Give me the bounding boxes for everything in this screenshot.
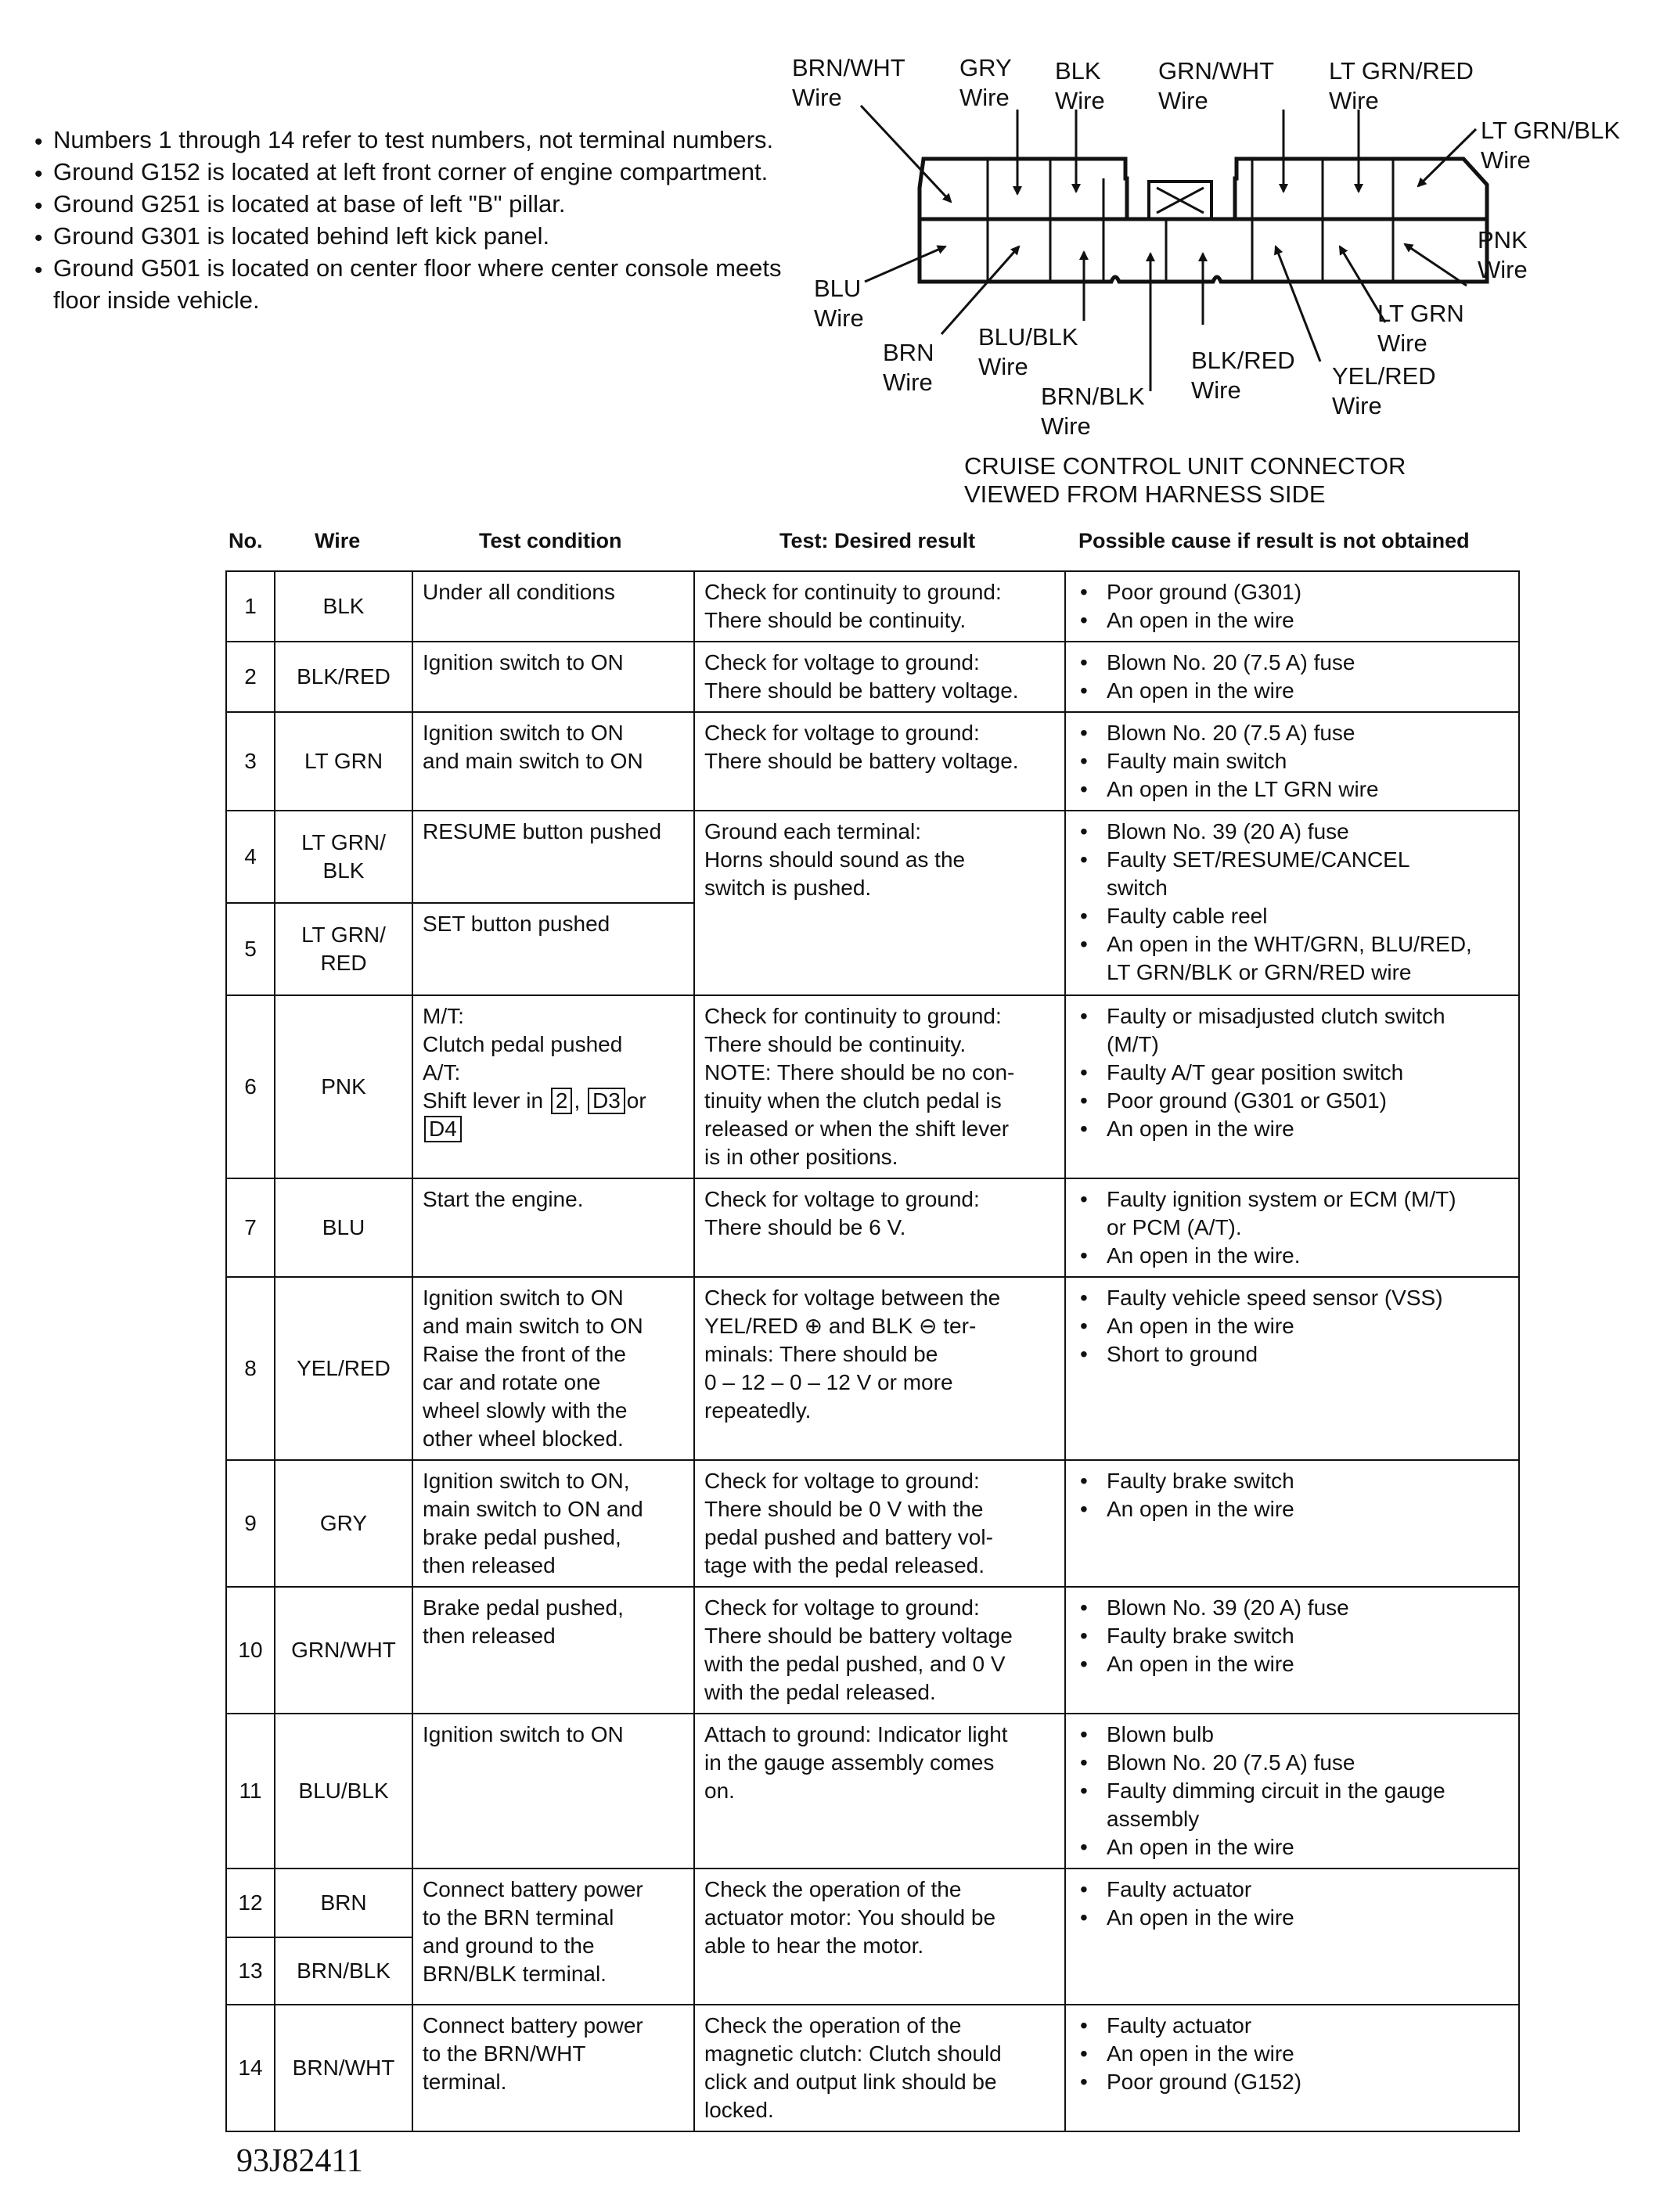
test-number: 3 <box>226 712 275 811</box>
wire-color: BLK <box>275 571 412 642</box>
cause-item: • An open in the WHT/GRN, BLU/RED, LT GRN/BLK or GRN/RED wire <box>1075 930 1509 987</box>
wire-color: BRN/WHT <box>275 2005 412 2131</box>
cause-item: • An open in the wire. <box>1075 1242 1509 1270</box>
note-item: • Ground G152 is located at left front corner of engine compartment. <box>38 156 805 188</box>
table-row <box>226 642 1519 712</box>
table-row <box>226 2005 1519 2131</box>
table-row <box>226 811 1519 903</box>
header-wire: Wire <box>315 529 361 552</box>
cause-item: • Faulty actuator <box>1075 1876 1509 1904</box>
cause-item: • Blown No. 39 (20 A) fuse <box>1075 1594 1509 1622</box>
figure-code: 93J82411 <box>236 2143 363 2179</box>
table-row <box>226 571 1519 642</box>
wire-color: LT GRN/ RED <box>275 903 412 995</box>
cause-item: • Faulty brake switch <box>1075 1622 1509 1650</box>
note-item: • Ground G501 is located on center floor where center console meets floor inside vehicle. <box>38 252 805 316</box>
cause-item: • An open in the wire <box>1075 1312 1509 1340</box>
note-item: • Ground G251 is located at base of left "B" pillar. <box>38 188 805 220</box>
test-number: 9 <box>226 1460 275 1587</box>
shift-or: or <box>626 1088 646 1113</box>
desired-result: Check for voltage to ground: There should be 0 V with the pedal pushed and battery vol- tage with the pedal released. <box>694 1460 1065 1587</box>
desired-result: Check for voltage to ground: There should be battery voltage. <box>694 642 1065 712</box>
cause-item: • An open in the wire <box>1075 1495 1509 1523</box>
diagram-caption: CRUISE CONTROL UNIT CONNECTOR VIEWED FROM HARNESS SIDE <box>964 452 1406 508</box>
desired-result: Ground each terminal: Horns should sound as the switch is pushed. <box>694 811 1065 995</box>
possible-causes <box>1065 2005 1519 2131</box>
cause-item: • An open in the wire <box>1075 2040 1509 2068</box>
wire-color: BRN/BLK <box>275 1937 412 2005</box>
label-brn-blk: BRN/BLK Wire <box>1041 383 1145 440</box>
table-row <box>226 1460 1519 1587</box>
table-row <box>226 1869 1519 1937</box>
wire-color: LT GRN <box>275 712 412 811</box>
notes-list <box>38 124 805 316</box>
possible-causes <box>1065 1178 1519 1277</box>
header-result: Test: Desired result <box>779 529 976 552</box>
shift-prefix: Shift lever in <box>423 1088 544 1113</box>
possible-causes <box>1065 1460 1519 1587</box>
wire-color: YEL/RED <box>275 1277 412 1460</box>
desired-result: Check for voltage between the YEL/RED ⊕ and BLK ⊖ ter- minals: There should be 0 – 12 – 0 – 12 V or more repeatedly. <box>694 1277 1065 1460</box>
test-number: 7 <box>226 1178 275 1277</box>
desired-result: Check for continuity to ground: There should be continuity. NOTE: There should be no con- tinuity when the clutch pedal is released or when the shift lever is in other positions. <box>694 995 1065 1178</box>
shift-lever-line <box>423 1087 684 1115</box>
desired-result: Check the operation of the actuator motor: You should be able to hear the motor. <box>694 1869 1065 2005</box>
desired-result: Check for voltage to ground: There should be battery voltage with the pedal pushed, and 0 V with the pedal released. <box>694 1587 1065 1714</box>
desired-result: Check for voltage to ground: There should be battery voltage. <box>694 712 1065 811</box>
test-number: 8 <box>226 1277 275 1460</box>
label-brn: BRN Wire <box>883 339 934 396</box>
gear-d4-key: D4 <box>424 1116 462 1142</box>
connector-diagram <box>783 47 1656 516</box>
test-condition: Under all conditions <box>412 571 694 642</box>
cause-item: • An open in the wire <box>1075 1833 1509 1861</box>
wire-color: PNK <box>275 995 412 1178</box>
cause-item: • Faulty main switch <box>1075 747 1509 775</box>
possible-causes <box>1065 811 1519 995</box>
cause-item: • Faulty brake switch <box>1075 1467 1509 1495</box>
test-number: 6 <box>226 995 275 1178</box>
cause-item: • Faulty cable reel <box>1075 902 1509 930</box>
cause-item: • Blown No. 20 (7.5 A) fuse <box>1075 1749 1509 1777</box>
label-blk: BLK Wire <box>1055 57 1105 114</box>
cause-item: • Blown No. 20 (7.5 A) fuse <box>1075 719 1509 747</box>
possible-causes <box>1065 1587 1519 1714</box>
test-condition: Ignition switch to ON <box>412 1714 694 1869</box>
label-lt-grn-red: LT GRN/RED Wire <box>1329 57 1474 114</box>
test-condition: Ignition switch to ON <box>412 642 694 712</box>
desired-result: Check the operation of the magnetic clutch: Clutch should click and output link should be locked. <box>694 2005 1065 2131</box>
cause-item: • Blown No. 20 (7.5 A) fuse <box>1075 649 1509 677</box>
test-condition: RESUME button pushed <box>412 811 694 903</box>
desired-result: Check for continuity to ground: There should be continuity. <box>694 571 1065 642</box>
note-item: • Ground G301 is located behind left kick panel. <box>38 220 805 252</box>
label-blk-red: BLK/RED Wire <box>1191 347 1295 404</box>
label-yel-red: YEL/RED Wire <box>1332 362 1436 419</box>
wire-color: GRY <box>275 1460 412 1587</box>
test-condition: Connect battery power to the BRN terminal and ground to the BRN/BLK terminal. <box>412 1869 694 2005</box>
gear-d3-key: D3 <box>588 1088 625 1114</box>
wire-color: GRN/WHT <box>275 1587 412 1714</box>
cause-item: • Short to ground <box>1075 1340 1509 1369</box>
cause-item: • Faulty or misadjusted clutch switch (M/T) <box>1075 1002 1509 1059</box>
wire-color: BLK/RED <box>275 642 412 712</box>
cause-item: • An open in the wire <box>1075 1650 1509 1678</box>
possible-causes <box>1065 1277 1519 1460</box>
condition-line: A/T: <box>423 1060 461 1084</box>
test-number: 10 <box>226 1587 275 1714</box>
cause-item: • Faulty actuator <box>1075 2012 1509 2040</box>
cause-item: • An open in the wire <box>1075 677 1509 705</box>
cause-item: • Faulty dimming circuit in the gauge assembly <box>1075 1777 1509 1833</box>
possible-causes <box>1065 571 1519 642</box>
label-blu-blk: BLU/BLK Wire <box>978 323 1078 380</box>
test-number: 12 <box>226 1869 275 1937</box>
test-condition: SET button pushed <box>412 903 694 995</box>
test-condition: Start the engine. <box>412 1178 694 1277</box>
possible-causes <box>1065 712 1519 811</box>
table-row <box>226 1277 1519 1460</box>
cause-item: • Blown No. 39 (20 A) fuse <box>1075 818 1509 846</box>
test-condition: Ignition switch to ON, main switch to ON and brake pedal pushed, then released <box>412 1460 694 1587</box>
test-number: 2 <box>226 642 275 712</box>
shift-separator: , <box>574 1088 581 1113</box>
test-condition <box>412 995 694 1178</box>
table-row <box>226 1587 1519 1714</box>
cause-item: • Faulty SET/RESUME/CANCEL switch <box>1075 846 1509 902</box>
cause-item: • Poor ground (G301) <box>1075 578 1509 606</box>
cause-item: • Poor ground (G301 or G501) <box>1075 1087 1509 1115</box>
wire-color: BLU/BLK <box>275 1714 412 1869</box>
cause-item: • An open in the LT GRN wire <box>1075 775 1509 804</box>
cause-item: • Faulty A/T gear position switch <box>1075 1059 1509 1087</box>
label-lt-grn: LT GRN Wire <box>1377 300 1464 357</box>
label-grn-wht: GRN/WHT Wire <box>1158 57 1275 114</box>
cause-item: • An open in the wire <box>1075 1904 1509 1932</box>
wire-color: BLU <box>275 1178 412 1277</box>
test-condition: Ignition switch to ON and main switch to ON <box>412 712 694 811</box>
cause-item: • Faulty ignition system or ECM (M/T) or PCM (A/T). <box>1075 1185 1509 1242</box>
possible-causes <box>1065 642 1519 712</box>
possible-causes <box>1065 995 1519 1178</box>
gear-2-key: 2 <box>551 1088 573 1114</box>
test-number: 13 <box>226 1937 275 2005</box>
condition-line: M/T: <box>423 1004 464 1028</box>
condition-line: Clutch pedal pushed <box>423 1032 623 1056</box>
header-condition: Test condition <box>479 529 622 552</box>
desired-result: Attach to ground: Indicator light in the gauge assembly comes on. <box>694 1714 1065 1869</box>
table-row <box>226 995 1519 1178</box>
test-condition: Brake pedal pushed, then released <box>412 1587 694 1714</box>
label-lt-grn-blk: LT GRN/BLK Wire <box>1481 117 1621 174</box>
test-number: 11 <box>226 1714 275 1869</box>
cause-item: • Faulty vehicle speed sensor (VSS) <box>1075 1284 1509 1312</box>
test-number: 14 <box>226 2005 275 2131</box>
label-gry: GRY Wire <box>959 54 1012 111</box>
label-brn-wht: BRN/WHT Wire <box>792 54 905 111</box>
cause-item: • Blown bulb <box>1075 1721 1509 1749</box>
header-no: No. <box>229 529 263 552</box>
cause-item: • Poor ground (G152) <box>1075 2068 1509 2096</box>
possible-causes <box>1065 1869 1519 2005</box>
note-item: • Numbers 1 through 14 refer to test numbers, not terminal numbers. <box>38 124 805 156</box>
table-row <box>226 712 1519 811</box>
test-number: 5 <box>226 903 275 995</box>
cause-item: • An open in the wire <box>1075 606 1509 635</box>
wire-color: BRN <box>275 1869 412 1937</box>
test-condition: Ignition switch to ON and main switch to ON Raise the front of the car and rotate one wheel slowly with the other wheel blocked. <box>412 1277 694 1460</box>
test-number: 4 <box>226 811 275 903</box>
test-number: 1 <box>226 571 275 642</box>
cause-item: • An open in the wire <box>1075 1115 1509 1143</box>
label-pnk: PNK Wire <box>1478 226 1528 283</box>
header-cause: Possible cause if result is not obtained <box>1078 529 1470 552</box>
table-row <box>226 1714 1519 1869</box>
wire-color: LT GRN/ BLK <box>275 811 412 903</box>
test-condition: Connect battery power to the BRN/WHT terminal. <box>412 2005 694 2131</box>
label-blu: BLU Wire <box>814 275 864 332</box>
table-row <box>226 1178 1519 1277</box>
desired-result: Check for voltage to ground: There should be 6 V. <box>694 1178 1065 1277</box>
possible-causes <box>1065 1714 1519 1869</box>
test-table <box>225 570 1520 2132</box>
